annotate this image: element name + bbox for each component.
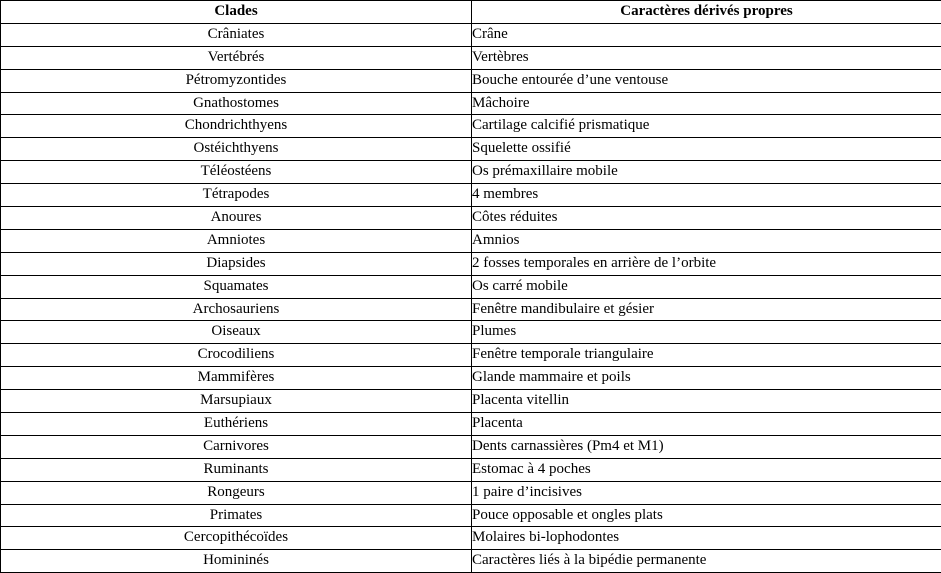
- clade-cell: Crâniates: [1, 23, 472, 46]
- clade-cell: Marsupiaux: [1, 390, 472, 413]
- clade-cell: Carnivores: [1, 435, 472, 458]
- table-row: [1, 550, 941, 573]
- clade-cell: Rongeurs: [1, 481, 472, 504]
- clade-cell: Archosauriens: [1, 298, 472, 321]
- trait-cell: Squelette ossifié: [472, 138, 941, 161]
- clade-cell: Homininés: [1, 550, 472, 573]
- trait-cell: Cartilage calcifié prismatique: [472, 115, 941, 138]
- table-row: [1, 527, 941, 550]
- clade-cell: Primates: [1, 504, 472, 527]
- trait-cell: Glande mammaire et poils: [472, 367, 941, 390]
- clade-cell: Gnathostomes: [1, 92, 472, 115]
- table-row: [1, 321, 941, 344]
- trait-cell: Placenta vitellin: [472, 390, 941, 413]
- trait-cell: Fenêtre temporale triangulaire: [472, 344, 941, 367]
- table-row: [1, 23, 941, 46]
- table-row: [1, 367, 941, 390]
- trait-cell: Vertèbres: [472, 46, 941, 69]
- clade-cell: Amniotes: [1, 229, 472, 252]
- clade-cell: Ostéichthyens: [1, 138, 472, 161]
- table-row: [1, 481, 941, 504]
- table-row: [1, 92, 941, 115]
- clade-cell: Squamates: [1, 275, 472, 298]
- table-row: [1, 161, 941, 184]
- table-header: [1, 1, 941, 24]
- trait-cell: Amnios: [472, 229, 941, 252]
- clade-cell: Chondrichthyens: [1, 115, 472, 138]
- table-row: [1, 435, 941, 458]
- trait-cell: Estomac à 4 poches: [472, 458, 941, 481]
- table-row: [1, 458, 941, 481]
- table-row: [1, 413, 941, 436]
- clade-cell: Oiseaux: [1, 321, 472, 344]
- trait-cell: Placenta: [472, 413, 941, 436]
- clade-cell: Anoures: [1, 207, 472, 230]
- trait-cell: Fenêtre mandibulaire et gésier: [472, 298, 941, 321]
- trait-cell: Pouce opposable et ongles plats: [472, 504, 941, 527]
- clade-cell: Téléostéens: [1, 161, 472, 184]
- clade-cell: Vertébrés: [1, 46, 472, 69]
- clade-cell: Ruminants: [1, 458, 472, 481]
- trait-cell: Os prémaxillaire mobile: [472, 161, 941, 184]
- trait-cell: Os carré mobile: [472, 275, 941, 298]
- trait-cell: Bouche entourée d’une ventouse: [472, 69, 941, 92]
- trait-cell: 1 paire d’incisives: [472, 481, 941, 504]
- table-row: [1, 115, 941, 138]
- table-row: [1, 298, 941, 321]
- clade-cell: Crocodiliens: [1, 344, 472, 367]
- table-row: [1, 229, 941, 252]
- trait-cell: Mâchoire: [472, 92, 941, 115]
- table-row: [1, 207, 941, 230]
- column-header-clades: Clades: [1, 1, 472, 24]
- clade-cell: Tétrapodes: [1, 184, 472, 207]
- trait-cell: Caractères liés à la bipédie permanente: [472, 550, 941, 573]
- clade-cell: Cercopithécoïdes: [1, 527, 472, 550]
- trait-cell: 2 fosses temporales en arrière de l’orbite: [472, 252, 941, 275]
- table-row: [1, 184, 941, 207]
- clade-cell: Euthériens: [1, 413, 472, 436]
- table-row: [1, 252, 941, 275]
- trait-cell: Côtes réduites: [472, 207, 941, 230]
- table-row: [1, 69, 941, 92]
- trait-cell: Plumes: [472, 321, 941, 344]
- table-header-row: [1, 1, 941, 24]
- table-row: [1, 46, 941, 69]
- trait-cell: Molaires bi-lophodontes: [472, 527, 941, 550]
- trait-cell: 4 membres: [472, 184, 941, 207]
- table-row: [1, 275, 941, 298]
- column-header-traits: Caractères dérivés propres: [472, 1, 941, 24]
- clade-cell: Pétromyzontides: [1, 69, 472, 92]
- table-row: [1, 344, 941, 367]
- table-body: [1, 23, 941, 572]
- trait-cell: Crâne: [472, 23, 941, 46]
- table-row: [1, 138, 941, 161]
- clade-cell: Mammifères: [1, 367, 472, 390]
- table-row: [1, 390, 941, 413]
- trait-cell: Dents carnassières (Pm4 et M1): [472, 435, 941, 458]
- clade-cell: Diapsides: [1, 252, 472, 275]
